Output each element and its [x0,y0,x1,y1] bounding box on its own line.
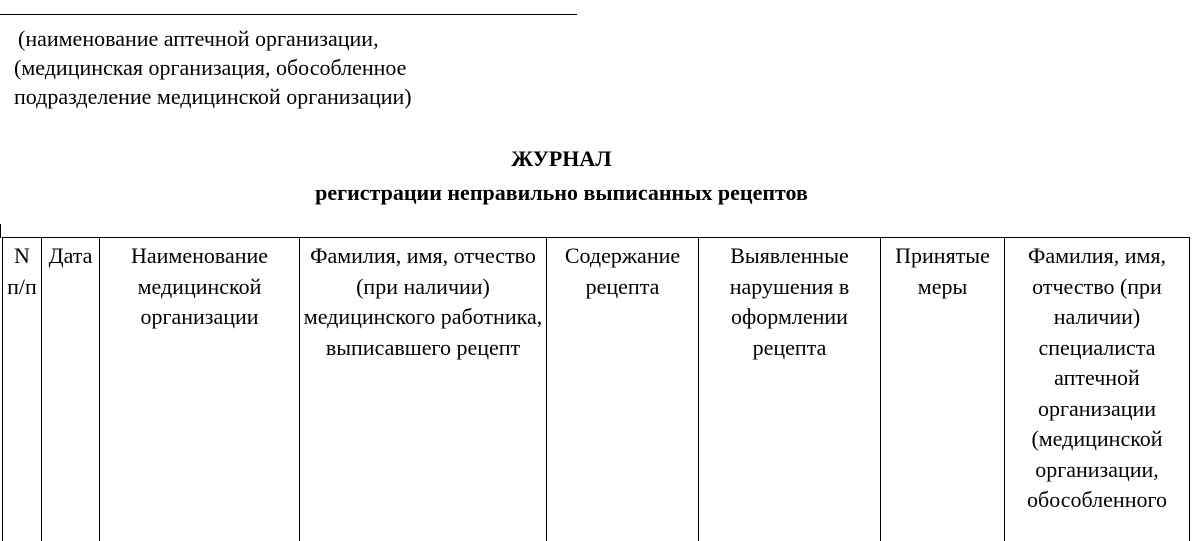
header-pharmacy-specialist-name: Фамилия, имя, отчество (при наличии) специалиста аптечной организации (медицинской организации, обособленного [1005,238,1190,541]
org-caption-line-2: (медицинская организация, обособленное [14,53,412,82]
header-date: Дата [42,238,100,541]
org-caption-line-1: (наименование аптечной организации, [14,24,412,53]
journal-table [2,237,1190,541]
header-number: N п/п [3,238,42,541]
table-header-row [3,238,1190,541]
signature-line [0,14,577,15]
organization-name-caption [14,24,412,111]
header-prescriber-name: Фамилия, имя, отчество (при наличии) медицинского работника, выписавшего рецепт [300,238,547,541]
org-caption-line-3: подразделение медицинской организации) [14,82,412,111]
document-title: ЖУРНАЛ [0,146,1123,172]
header-violations: Выявленные нарушения в оформлении рецепта [699,238,881,541]
table-left-edge [0,224,1,238]
header-prescription-content: Содержание рецепта [547,238,699,541]
document-subtitle: регистрации неправильно выписанных рецептов [0,180,1123,206]
header-measures-taken: Принятые меры [881,238,1005,541]
header-medical-organization: Наименование медицинской организации [100,238,300,541]
